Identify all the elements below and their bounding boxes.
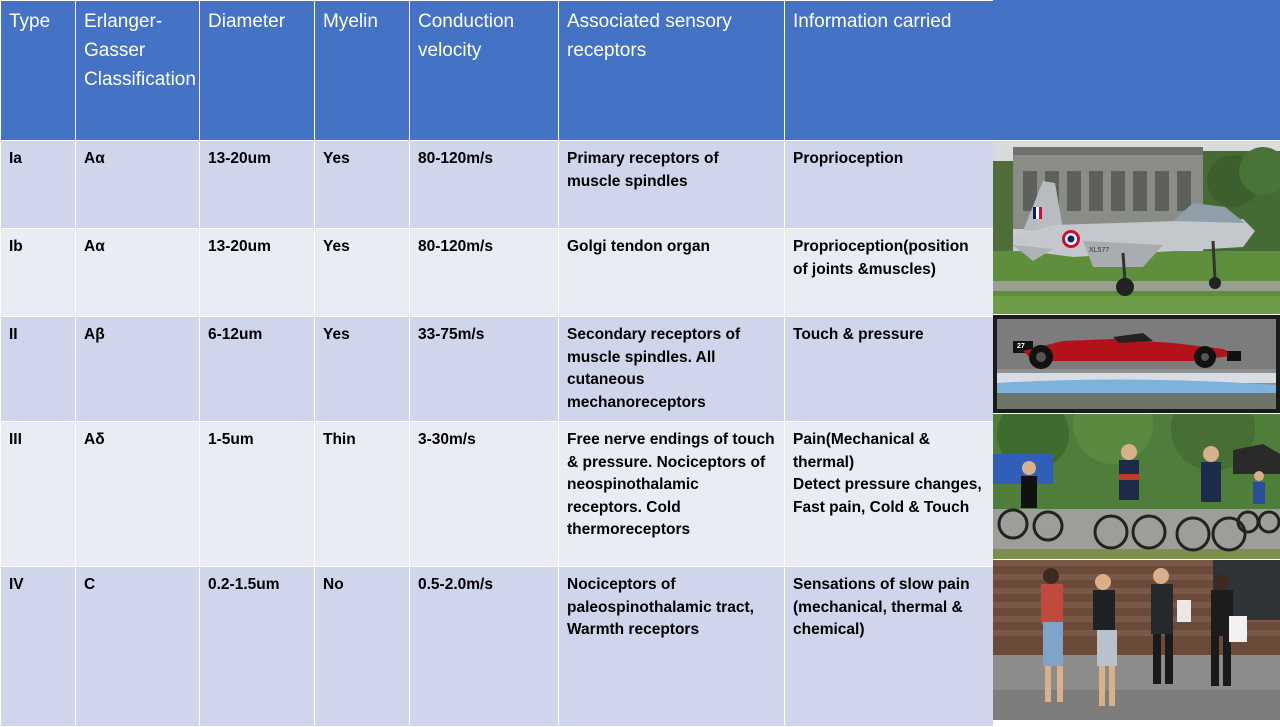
cell-myelin: Yes [315,229,410,317]
cell-receptors: Free nerve endings of touch & pressure. Nociceptors of neospinothalamic receptors. Cold thermoreceptors [559,422,785,567]
cell-myelin: Yes [315,317,410,422]
cell-velocity: 3-30m/s [410,422,559,567]
header-diameter: Diameter [200,1,315,141]
cell-type: II [1,317,76,422]
table-row [1,317,994,422]
table-row [1,229,994,317]
race-car-number: 27 [1017,343,1025,350]
walking-people-photo [993,560,1280,720]
cell-myelin: Yes [315,141,410,229]
cell-type: IV [1,567,76,727]
jet-photo [993,141,1280,314]
cyclists-photo [993,414,1280,559]
table-row [1,567,994,727]
cell-class: Aα [76,229,200,317]
cell-info: Sensations of slow pain (mechanical, thermal & chemical) [785,567,994,727]
cell-type: III [1,422,76,567]
cell-diameter: 1-5um [200,422,315,567]
header-info: Information carried [785,1,994,141]
header-blank-cell [993,0,1280,140]
cell-diameter: 13-20um [200,141,315,229]
table-row [1,422,994,567]
jet-tail-code: XL577 [1089,247,1110,254]
cell-info: Proprioception [785,141,994,229]
cell-velocity: 0.5-2.0m/s [410,567,559,727]
cell-class: C [76,567,200,727]
header-classification: Erlanger-Gasser Classification [76,1,200,141]
cell-class: Aδ [76,422,200,567]
table-row [1,141,994,229]
header-row [1,1,994,141]
header-receptors: Associated sensory receptors [559,1,785,141]
cell-receptors: Nociceptors of paleospinothalamic tract, Warmth receptors [559,567,785,727]
cell-class: Aβ [76,317,200,422]
cell-velocity: 80-120m/s [410,229,559,317]
cell-type: Ib [1,229,76,317]
cell-receptors: Golgi tendon organ [559,229,785,317]
cell-diameter: 0.2-1.5um [200,567,315,727]
cell-info: Pain(Mechanical & thermal) Detect pressure changes, Fast pain, Cold & Touch [785,422,994,567]
cell-receptors: Primary receptors of muscle spindles [559,141,785,229]
cell-myelin: Thin [315,422,410,567]
race-car-photo [993,315,1280,413]
cell-diameter: 6-12um [200,317,315,422]
cell-type: Ia [1,141,76,229]
cell-diameter: 13-20um [200,229,315,317]
cell-myelin: No [315,567,410,727]
cell-velocity: 33-75m/s [410,317,559,422]
cell-info: Proprioception(position of joints &muscles) [785,229,994,317]
cell-receptors: Secondary receptors of muscle spindles. All cutaneous mechanoreceptors [559,317,785,422]
cell-info: Touch & pressure [785,317,994,422]
header-type: Type [1,1,76,141]
cell-velocity: 80-120m/s [410,141,559,229]
cell-class: Aα [76,141,200,229]
header-velocity: Conduction velocity [410,1,559,141]
header-myelin: Myelin [315,1,410,141]
